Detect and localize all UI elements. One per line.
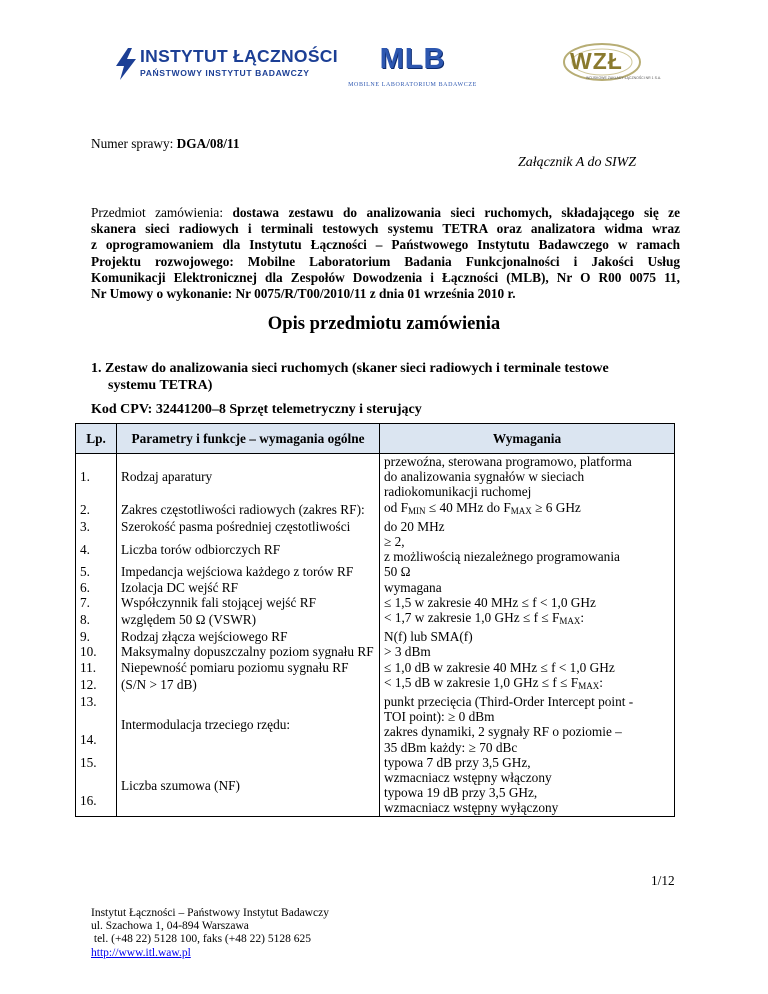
- table-row: 9. Rodzaj złącza wejściowego RF N(f) lub SMA(f): [76, 629, 675, 644]
- itl-name: INSTYTUT ŁĄCZNOŚCI: [140, 46, 338, 66]
- table-row: 11. Niepewność pomiaru poziomu sygnału RF ≤ 1,0 dB w zakresie 40 MHz ≤ f < 1,0 GHz: [76, 660, 675, 675]
- table-row: 10. Maksymalny dopuszczalny poziom sygnału RF > 3 dBm: [76, 644, 675, 659]
- itl-lightning-icon: [114, 48, 138, 80]
- case-number: [91, 136, 239, 152]
- order-subject-line: z oprogramowaniem dla Instytutu Łączności – Państwowego Instytutu Badawczego w ramach: [91, 237, 680, 253]
- header-requirements: Wymagania: [380, 424, 675, 454]
- table-header-row: [76, 424, 675, 454]
- wzl-subtitle: WOJSKOWE ZAKŁADY ŁĄCZNOŚCI NR 1 S.A.: [586, 76, 662, 80]
- wzl-name: WZŁ: [570, 48, 623, 74]
- table-row: 1. Rodzaj aparatury przewoźna, sterowana programowo, platforma do analizowania sygnałów w sieciach radiokomunikacji ruchomej: [76, 454, 675, 500]
- table-row: 3. Szerokość pasma pośredniej częstotliwości do 20 MHz: [76, 519, 675, 534]
- table-row: 15. Liczba szumowa (NF) typowa 7 dB przy 3,5 GHz, wzmacniacz wstępny włączony: [76, 755, 675, 785]
- table-row: 14. zakres dynamiki, 2 sygnały RF o poziomie – 35 dBm każdy: ≥ 70 dBc: [76, 724, 675, 754]
- wzl-logo: [556, 40, 662, 88]
- section-heading: 1. Zestaw do analizowania sieci ruchomych (skaner sieci radiowych i terminale testowe systemu TETRA): [91, 361, 609, 393]
- mlb-subtitle: MOBILNE LABORATORIUM BADAWCZE: [348, 82, 477, 88]
- case-number-value: DGA/08/11: [176, 136, 240, 151]
- itl-logo: [114, 46, 338, 84]
- order-subject-line: Przedmiot zamówienia: dostawa zestawu do analizowania sieci ruchomych, składającego się ze: [91, 205, 680, 220]
- order-subject-line: Nr Umowy o wykonanie: Nr 0075/R/T00/2010/11 z dnia 01 września 2010 r.: [91, 286, 516, 302]
- table-row: 12. (S/N > 17 dB) < 1,5 dB w zakresie 1,0 GHz ≤ $f \le F_{MAX}$:: [76, 675, 675, 694]
- case-number-label: Numer sprawy:: [91, 136, 177, 151]
- table-row: 5. Impedancja wejściowa każdego z torów RF 50 Ω: [76, 564, 675, 579]
- order-subject-line: skanera sieci radiowych i terminali testowych systemu TETRA oraz analizatora widma wraz: [91, 221, 680, 237]
- table-row: 4. Liczba torów odbiorczych RF ≥ 2, z możliwością niezależnego programowania: [76, 534, 675, 564]
- mlb-logo: [330, 44, 495, 92]
- order-subject-label: Przedmiot zamówienia:: [91, 205, 233, 220]
- header-params: Parametry i funkcje – wymagania ogólne: [117, 424, 380, 454]
- order-subject-line: Komunikacji Elektronicznej dla Zespołów Dowodzenia i Łączności (MLB), Nr O R00 0075 11,: [91, 269, 680, 285]
- mlb-name: MLB: [379, 43, 446, 75]
- header-lp: Lp.: [76, 424, 117, 454]
- cpv-code: Kod CPV: 32441200–8 Sprzęt telemetryczny i sterujący: [91, 402, 422, 417]
- website-link[interactable]: http://www.itl.waw.pl: [91, 946, 191, 959]
- attachment-label: Załącznik A do SIWZ: [518, 155, 637, 170]
- table-row: 13. Intermodulacja trzeciego rzędu: punkt przecięcia (Third-Order Intercept point - TOI point): ≥ 0 dBm: [76, 694, 675, 724]
- table-row: 2. Zakres częstotliwości radiowych (zakres RF): od $F_{MIN} \le 40$ MHz do $F_{MAX} \ge 6$ GHz: [76, 500, 675, 519]
- table-row: 8. względem 50 Ω (VSWR) < 1,7 w zakresie 1,0 GHz ≤ $f \le F_{MAX}$:: [76, 610, 675, 629]
- order-subject-line: Projektu rozwojowego: Mobilne Laboratorium Badania Funkcjonalności i Jakości Usług: [91, 253, 680, 269]
- table-row: 7. Współczynnik fali stojącej wejść RF ≤ 1,5 w zakresie 40 MHz ≤ f < 1,0 GHz: [76, 595, 675, 610]
- requirements-table: [75, 423, 675, 817]
- page-number: 1/12: [651, 873, 675, 888]
- page-title: Opis przedmiotu zamówienia: [267, 313, 501, 334]
- table-row: 6. Izolacja DC wejść RF wymagana: [76, 580, 675, 595]
- footer-address: Instytut Łączności – Państwowy Instytut Badawczy ul. Szachowa 1, 04-894 Warszawa tel. (+48 22) 5128 100, faks (+48 22) 5128 625 http://www.itl.waw.pl: [91, 907, 329, 959]
- order-subject: [91, 205, 680, 302]
- itl-subtitle: PAŃSTWOWY INSTYTUT BADAWCZY: [140, 68, 310, 78]
- table-row: 16. typowa 19 dB przy 3,5 GHz, wzmacniacz wstępny wyłączony: [76, 785, 675, 816]
